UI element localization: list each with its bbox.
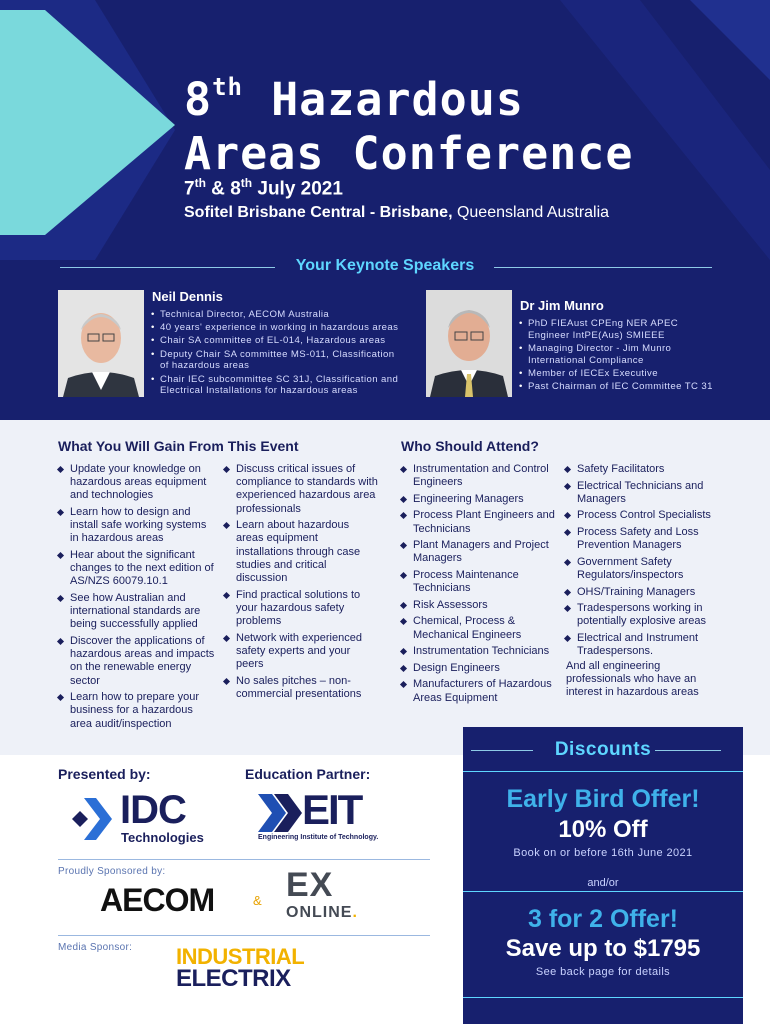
divider [58, 935, 430, 936]
list-item: Design Engineers [400, 662, 560, 675]
list-item: • Managing Director - Jim Munro International Compliance [518, 343, 718, 366]
details-note: See back page for details [535, 966, 671, 978]
aecom-logo: AECOM [100, 882, 215, 918]
list-item: Network with experienced safety experts and your peers [223, 632, 378, 672]
list-item: • PhD FIEAust CPEng NER APEC Engineer IntPE(Aus) SMIEEE [518, 318, 718, 341]
list-item: Risk Assessors [400, 599, 560, 612]
attend-list-col2 [564, 463, 724, 662]
list-item: Process Control Specialists [564, 509, 724, 522]
list-item: Discover the applications of hazardous areas and impacts on the renewable energy sector [57, 635, 215, 688]
hero-banner [0, 0, 770, 420]
list-item: Learn how to prepare your business for a hazardous area audit/inspection [57, 691, 215, 731]
list-item: No sales pitches – non-commercial presentations [223, 675, 378, 701]
gain-heading: What You Will Gain From This Event [58, 438, 299, 454]
list-item: • 40 years' experience in working in hazardous areas [150, 322, 405, 334]
keynote-heading: Your Keynote Speakers [295, 257, 475, 274]
early-bird-percent: 10% Off [558, 816, 648, 843]
speaker-photo-jim-munro [426, 290, 512, 397]
gain-list-col1 [57, 463, 215, 734]
attend-list-col1 [400, 463, 560, 708]
list-item: Process Plant Engineers and Technicians [400, 509, 560, 535]
gain-list-col2 [223, 463, 378, 704]
divider [58, 859, 430, 860]
discounts-panel [463, 727, 743, 1024]
list-item: Learn about hazardous areas equipment installations through case studies and critical discussion [223, 519, 378, 585]
list-item: Update your knowledge on hazardous areas equipment and technologies [57, 463, 215, 503]
list-item: Electrical and Instrument Tradespersons. [564, 632, 724, 658]
list-item: Safety Facilitators [564, 463, 724, 476]
list-item: Learn how to design and install safe working systems in hazardous areas [57, 506, 215, 546]
early-bird-title: Early Bird Offer! [506, 785, 700, 813]
attend-closing-text: And all engineering professionals who have an interest in hazardous areas [566, 660, 699, 699]
speaker-name: Dr Jim Munro [520, 298, 604, 313]
conference-venue: Sofitel Brisbane Central - Brisbane, Queensland Australia [184, 204, 610, 221]
list-item: Engineering Managers [400, 493, 560, 506]
list-item: Plant Managers and Project Managers [400, 539, 560, 565]
ex-online-logo: EX ONLINE. [286, 866, 358, 921]
list-item: Process Maintenance Technicians [400, 569, 560, 595]
ampersand: & [253, 893, 262, 908]
divider [463, 997, 743, 998]
early-bird-deadline: Book on or before 16th June 2021 [513, 847, 693, 859]
list-item: OHS/Training Managers [564, 586, 724, 599]
list-item: See how Australian and international standards are being successfully applied [57, 592, 215, 632]
list-item: Instrumentation Technicians [400, 645, 560, 658]
benefits-section [0, 420, 770, 755]
list-item: Government Safety Regulators/inspectors [564, 556, 724, 582]
speaker-name: Neil Dennis [152, 289, 223, 304]
media-sponsor-label: Media Sponsor: [58, 942, 133, 953]
list-item: • Member of IECEx Executive [518, 368, 718, 380]
list-item: • Chair IEC subcommittee SC 31J, Classification and Electrical Installations for hazardous areas [150, 374, 405, 397]
sponsored-by-label: Proudly Sponsored by: [58, 866, 166, 877]
list-item: Process Safety and Loss Prevention Managers [564, 526, 724, 552]
list-item: Hear about the significant changes to the next edition of AS/NZS 60079.10.1 [57, 549, 215, 589]
divider [463, 771, 743, 772]
presented-by-label: Presented by: [58, 766, 151, 782]
idc-technologies-logo: IDC Technologies [58, 792, 208, 848]
conference-title: 8th Hazardous Areas Conference [184, 73, 634, 180]
list-item: • Deputy Chair SA committee MS-011, Classification of hazardous areas [150, 349, 405, 372]
speaker-bio-list [150, 309, 405, 398]
list-item: Discuss critical issues of compliance to standards with experienced hazardous area professionals [223, 463, 378, 516]
divider [463, 891, 743, 892]
attend-heading: Who Should Attend? [401, 438, 539, 454]
education-partner-label: Education Partner: [245, 766, 371, 782]
list-item: • Chair SA committee of EL-014, Hazardous areas [150, 335, 405, 347]
eit-logo: EIT Engineering Institute of Technology. [258, 786, 379, 841]
list-item: Find practical solutions to your hazardous safety problems [223, 589, 378, 629]
list-item: Tradespersons working in potentially explosive areas [564, 602, 724, 628]
list-item: • Technical Director, AECOM Australia [150, 309, 405, 321]
conference-dates: 7th & 8th July 2021 [184, 176, 343, 200]
speaker-bio-list [518, 318, 718, 394]
list-item: Electrical Technicians and Managers [564, 480, 724, 506]
industrial-electrix-logo: INDUSTRIAL ELECTRIX [176, 944, 305, 992]
and-or-text: and/or [587, 877, 619, 889]
list-item: • Past Chairman of IEC Committee TC 31 [518, 381, 718, 393]
list-item: Chemical, Process & Mechanical Engineers [400, 615, 560, 641]
save-amount: Save up to $1795 [505, 935, 701, 962]
list-item: Instrumentation and Control Engineers [400, 463, 560, 489]
speaker-photo-neil-dennis [58, 290, 144, 397]
list-item: Manufacturers of Hazardous Areas Equipment [400, 678, 560, 704]
three-for-two-title: 3 for 2 Offer! [527, 905, 679, 933]
discounts-heading: Discounts [554, 739, 652, 760]
